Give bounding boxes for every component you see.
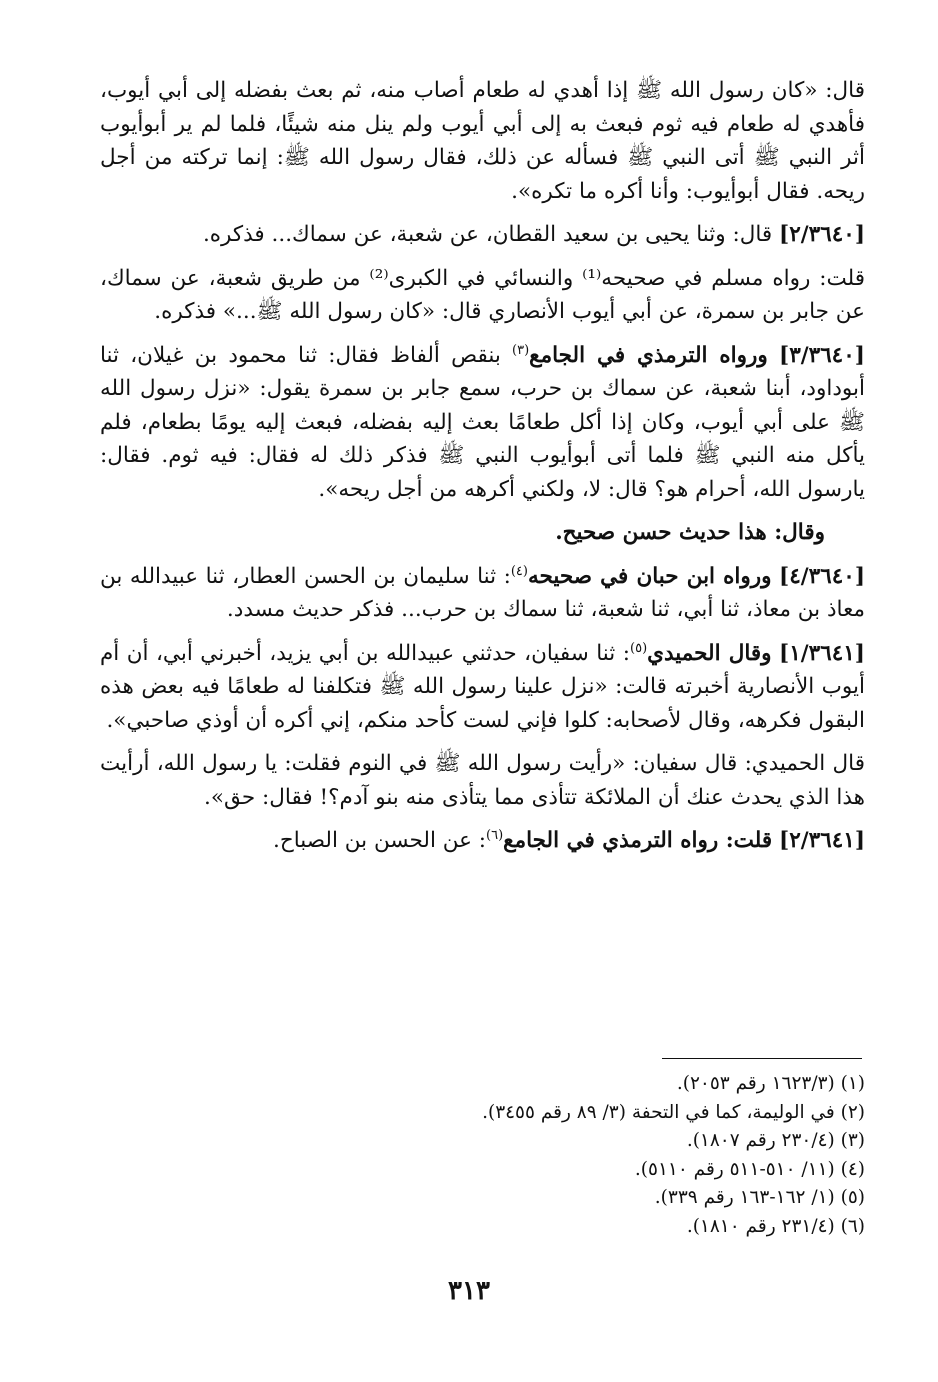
paragraph-lead: ورواه الترمذي في الجامع [529, 342, 768, 368]
paragraph-5 [100, 516, 865, 550]
footnote-1: (١) (١٦٢٣/٣ رقم ٢٠٥٣). [676, 1073, 865, 1094]
footnote-3: (٣) (٢٣٠/٤ رقم ١٨٠٧). [686, 1130, 865, 1151]
footnote-marker: (٦) [486, 827, 504, 843]
hadith-ref: [١/٣٦٤١] [779, 640, 865, 666]
paragraph-text: قال الحميدي: قال سفيان: «رأيت رسول الله ﷺ في النوم فقلت: يا رسول الله، أرأيت هذا الذي يحدث عنك أن الملائكة تتأذى مما يتأذى منه بنو آدم؟! فقال: حق». [100, 751, 865, 810]
paragraph-text: قال: وثنا يحيى بن سعيد القطان، عن شعبة، عن سماك... فذكره. [202, 222, 773, 247]
hadith-ref: [٢/٣٦٤١] [779, 828, 865, 853]
footnote-marker: (٣) [512, 342, 530, 358]
paragraph-9 [100, 824, 865, 858]
hadith-ref: [٣/٣٦٤٠] [779, 342, 865, 368]
paragraph-text: قال: «كان رسول الله ﷺ إذا أهدي له طعام أصاب منه، ثم بعث بفضله إلى أبي أيوب، فأهدي له طعام فيه ثوم فبعث به إلى أبي أيوب ولم ينل منه شيئًا، فلما لم ير أبوأيوب أثر النبي ﷺ أتى النبي ﷺ فسأله عن ذلك، فقال رسول الله ﷺ: إنما تركته من أجل ريحه. فقال أبوأيوب: وأنا أكره ما تكره». [100, 78, 865, 204]
paragraph-lead: وقال: هذا حديث حسن صحيح. [555, 520, 825, 545]
footnote-2: (٢) في الوليمة، كما في التحفة (٣/ ٨٩ رقم ٣٤٥٥). [482, 1101, 865, 1123]
footnote-5: (٥) (١/ ١٦٢-١٦٣ رقم ٣٣٩). [654, 1187, 865, 1208]
footnote-4: (٤) (١١/ ٥١٠-٥١١ رقم ٥١١٠). [634, 1158, 865, 1180]
main-text [100, 74, 865, 868]
paragraph-6 [100, 560, 865, 627]
paragraph-text: : عن الحسن بن الصباح. [273, 828, 487, 853]
paragraph-text: قلت: رواه مسلم في صحيحه⁽¹⁾ والنسائي في الكبرى⁽²⁾ من طريق شعبة، عن سماك، عن جابر بن سمرة، عن أبي أيوب الأنصاري قال: «كان رسول الله ﷺ...» فذكره. [100, 265, 865, 324]
paragraph-lead: قلت: رواه الترمذي في الجامع [503, 828, 773, 853]
paragraph-4 [100, 339, 865, 507]
paragraph-lead: ورواه ابن حبان في صحيحه [527, 563, 772, 589]
paragraph-1 [100, 74, 865, 208]
hadith-ref: [٢/٣٦٤٠] [779, 222, 865, 247]
page-number: ٣١٣ [448, 1276, 490, 1306]
footnote-marker: (٤) [510, 563, 528, 579]
hadith-ref: [٤/٣٦٤٠] [779, 563, 865, 589]
paragraph-text: بنقص ألفاظ فقال: ثنا محمود بن غيلان، ثنا أبوداود، أبنا شعبة، عن سماك بن حرب، سمع جابر بن سمرة يقول: «نزل رسول الله ﷺ على أبي أيوب، وكان إذا أكل طعامًا بعث إليه بفضله، فبعث إليه يومًا بطعام، فلم يأكل منه النبي ﷺ فلما أتى أبوأيوب النبي ﷺ فذكر ذلك له فقال: فيه ثوم. فقال: يارسول الله، أحرام هو؟ قال: لا، ولكني أكرهه من أجل ريحه». [100, 342, 865, 502]
paragraph-7 [100, 637, 865, 738]
paragraph-3 [100, 262, 865, 329]
footnotes [100, 1070, 865, 1241]
paragraph-lead: وقال الحميدي [647, 640, 772, 666]
footnote-6: (٦) (٢٣١/٤ رقم ١٨١٠). [686, 1215, 865, 1237]
footnote-marker: (٥) [630, 640, 648, 656]
paragraph-8 [100, 747, 865, 814]
paragraph-text: : ثنا سفيان، حدثني عبيدالله بن أبي يزيد، أخبرني أبي، أن أم أيوب الأنصارية أخبرته قالت: «نزل علينا رسول الله ﷺ فتكلفنا له طعامًا فيه بعض هذه البقول فكرهه، وقال لأصحابه: كلوا فإني لست كأحد منكم، إني أكره أن أوذي صاحبي». [100, 640, 865, 733]
footnote-separator [662, 1058, 862, 1059]
paragraph-2 [100, 218, 865, 252]
paragraph-text: : ثنا سليمان بن الحسن العطار، ثنا عبيدالله بن معاذ بن معاذ، ثنا أبي، ثنا شعبة، ثنا سماك بن حرب... فذكر حديث مسدد. [100, 563, 865, 622]
